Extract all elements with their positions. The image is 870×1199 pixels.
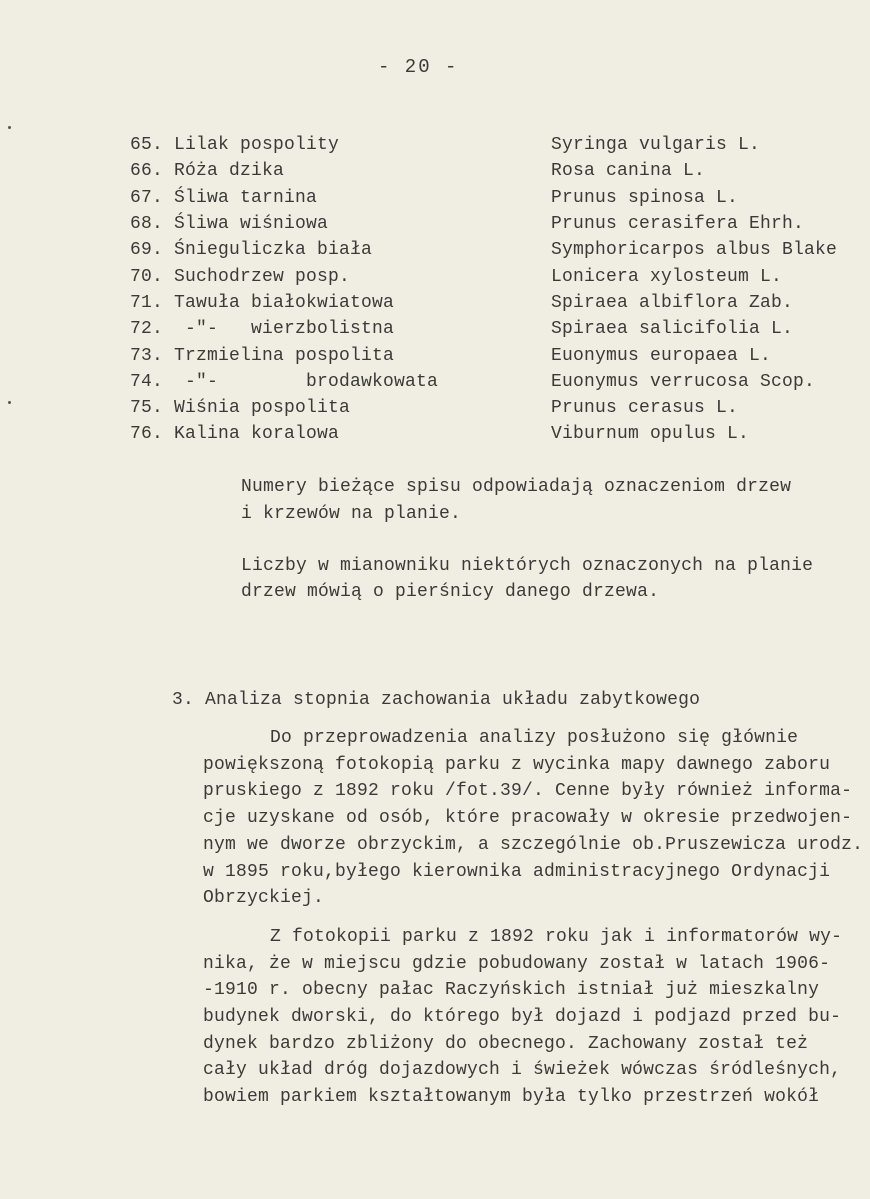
species-name: Tawuła białokwiatowa	[174, 293, 395, 313]
species-latin: Prunus cerasifera Ehrh.	[551, 214, 805, 234]
species-latin: Lonicera xylosteum L.	[551, 267, 783, 287]
species-number: 65.	[130, 135, 164, 155]
species-latin: Prunus spinosa L.	[551, 188, 739, 208]
paragraph-line: nika, że w miejscu gdzie pobudowany został w latach 1906-	[203, 954, 831, 974]
paragraph-line: bowiem parkiem kształtowanym była tylko przestrzeń wokół	[203, 1087, 820, 1107]
paragraph-line: cały układ dróg dojazdowych i świeżek wówczas śródleśnych,	[203, 1060, 842, 1080]
species-name: Lilak pospolity	[174, 135, 340, 155]
section-heading: 3. Analiza stopnia zachowania układu zabytkowego	[172, 690, 701, 710]
species-number: 76.	[130, 424, 164, 444]
paragraph-line: powiększoną fotokopią parku z wycinka mapy dawnego zaboru	[203, 755, 831, 775]
paragraph-line: Obrzyckiej.	[203, 888, 325, 908]
paragraph-line: Do przeprowadzenia analizy posłużono się głównie	[270, 728, 799, 748]
note-line: drzew mówią o pierśnicy danego drzewa.	[241, 582, 660, 602]
species-number: 71.	[130, 293, 164, 313]
paragraph-line: Z fotokopii parku z 1892 roku jak i informatorów wy-	[270, 927, 843, 947]
note-line: Liczby w mianowniku niektórych oznaczonych na planie	[241, 556, 814, 576]
paragraph-line: -1910 r. obecny pałac Raczyńskich istniał już mieszkalny	[203, 980, 820, 1000]
species-number: 75.	[130, 398, 164, 418]
species-name: Śliwa wiśniowa	[174, 214, 329, 234]
species-number: 74.	[130, 372, 164, 392]
species-latin: Viburnum opulus L.	[551, 424, 750, 444]
species-number: 67.	[130, 188, 164, 208]
note-line: i krzewów na planie.	[241, 504, 462, 524]
species-latin: Spiraea albiflora Zab.	[551, 293, 794, 313]
species-number: 68.	[130, 214, 164, 234]
margin-mark	[8, 126, 11, 129]
species-latin: Prunus cerasus L.	[551, 398, 739, 418]
species-latin: Symphoricarpos albus Blake	[551, 240, 838, 260]
paragraph-line: dynek bardzo zbliżony do obecnego. Zachowany został też	[203, 1034, 809, 1054]
paragraph-line: nym we dworze obrzyckim, a szczególnie ob.Pruszewicza urodz.	[203, 835, 864, 855]
species-number: 72.	[130, 319, 164, 339]
species-name: Kalina koralowa	[174, 424, 340, 444]
species-name: -"- brodawkowata	[174, 372, 439, 392]
species-latin: Syringa vulgaris L.	[551, 135, 761, 155]
paragraph-line: budynek dworski, do którego był dojazd i podjazd przed bu-	[203, 1007, 842, 1027]
species-number: 66.	[130, 161, 164, 181]
paragraph-line: cje uzyskane od osób, które pracowały w okresie przedwojen-	[203, 808, 853, 828]
species-number: 69.	[130, 240, 164, 260]
paragraph-line: pruskiego z 1892 roku /fot.39/. Cenne były również informa-	[203, 781, 853, 801]
paragraph-line: w 1895 roku,byłego kierownika administracyjnego Ordynacji	[203, 862, 831, 882]
species-name: Wiśnia pospolita	[174, 398, 351, 418]
species-latin: Rosa canina L.	[551, 161, 706, 181]
species-latin: Spiraea salicifolia L.	[551, 319, 794, 339]
species-number: 70.	[130, 267, 164, 287]
species-name: Róża dzika	[174, 161, 285, 181]
species-name: Suchodrzew posp.	[174, 267, 351, 287]
note-line: Numery bieżące spisu odpowiadają oznaczeniom drzew	[241, 477, 792, 497]
species-name: Trzmielina pospolita	[174, 346, 395, 366]
species-latin: Euonymus europaea L.	[551, 346, 772, 366]
species-number: 73.	[130, 346, 164, 366]
margin-mark	[8, 401, 11, 404]
species-name: Śnieguliczka biała	[174, 240, 373, 260]
species-name: Śliwa tarnina	[174, 188, 318, 208]
species-latin: Euonymus verrucosa Scop.	[551, 372, 816, 392]
page-number: - 20 -	[378, 56, 459, 78]
species-name: -"- wierzbolistna	[174, 319, 395, 339]
